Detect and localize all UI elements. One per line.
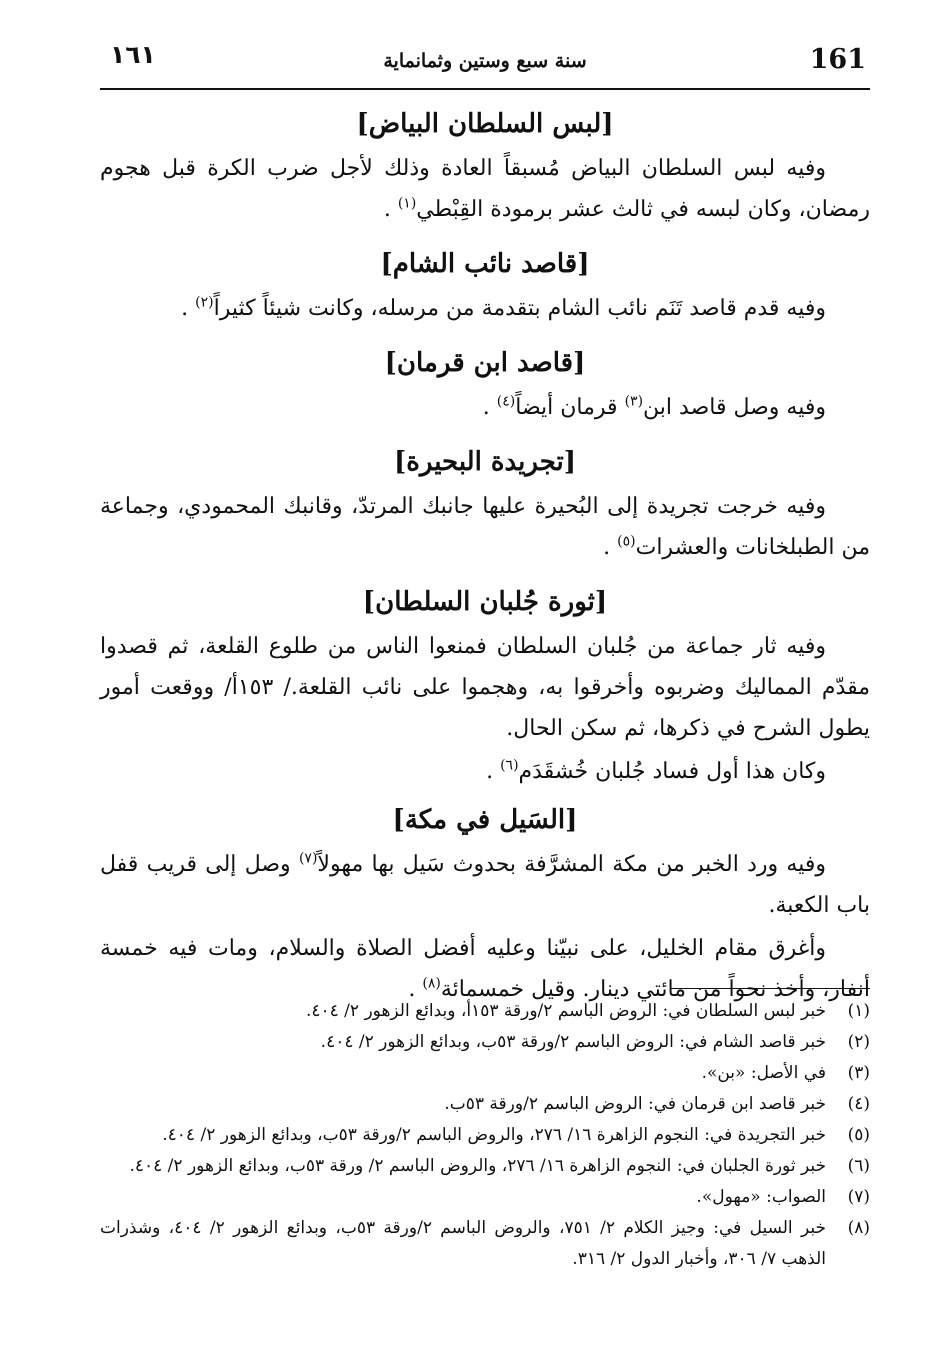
footnote-text: خبر ثورة الجلبان في: النجوم الزاهرة ١٦/ ٢٧٦، والروض الباسم ٢/ ورقة ٥٣ب، وبدائع الزهور ٢/ ٤٠٤. — [129, 1156, 826, 1176]
paragraph-text: وفيه خرجت تجريدة إلى البُحيرة عليها جانبك المرتدّ، وقانبك المحمودي، وجماعة من الطبلخانات والعشرات — [100, 494, 870, 560]
paragraph-tail: . — [408, 977, 423, 1002]
footnote-text: في الأصل: «بن». — [701, 1063, 826, 1083]
footnote-item — [100, 1120, 870, 1151]
footnote-ref[interactable]: (٤) — [496, 393, 516, 410]
footnote-number: (٤) — [847, 1094, 870, 1114]
footnote-item — [100, 1027, 870, 1058]
paragraph-text: وفيه ثار جماعة من جُلبان السلطان فمنعوا الناس من طلوع القلعة، ثم قصدوا مقدّم المماليك وضربوه وأخرقوا به، وهجموا على نائب القلعة./ ١٥٣أ/ ووقعت أمور يطول الشرح في ذكرها، ثم سكن الحال. — [100, 634, 870, 741]
footnote-ref[interactable]: (٥) — [617, 533, 636, 550]
paragraph-text: وفيه وصل قاصد ابن — [643, 395, 826, 420]
footnotes — [100, 996, 870, 1275]
page-number-arabic: ١٦١ — [110, 40, 156, 69]
paragraph — [100, 844, 870, 926]
section-heading: [قاصد نائب الشام] — [380, 249, 590, 279]
footnote-item — [100, 1058, 870, 1089]
running-title: سنة سبع وستين وثمانماية — [383, 50, 587, 72]
paragraph-text: وفيه ورد الخبر من مكة المشرَّفة بحدوث سَيل بها مهولاً — [317, 852, 827, 877]
footnote-text: خبر السيل في: وجيز الكلام ٢/ ٧٥١، والروض الباسم ٢/ورقة ٥٣ب، وبدائع الزهور ٢/ ٤٠٤، وشذرات الذهب ٧/ ٣٠٦، وأخبار الدول ٢/ ٣١٦. — [100, 1218, 826, 1269]
footnote-text: خبر التجريدة في: النجوم الزاهرة ١٦/ ٢٧٦، والروض الباسم ٢/ورقة ٥٣ب، وبدائع الزهور ٢/ ٤٠٤. — [162, 1125, 826, 1145]
paragraph-text: قرمان أيضاً — [515, 395, 625, 420]
footnote-ref[interactable]: (٧) — [298, 850, 318, 867]
footnote-item — [100, 996, 870, 1027]
paragraph-tail: . — [181, 296, 196, 321]
footnote-ref[interactable]: (١) — [397, 195, 417, 212]
paragraph-text: وأغرق مقام الخليل، على نبيّنا وعليه أفضل الصلاة والسلام، ومات فيه خمسة أنفار، وأخذ نحواً من مائتي دينار. وقيل خمسمائة — [100, 936, 870, 1002]
paragraph — [100, 288, 870, 329]
footnote-number: (٢) — [847, 1032, 870, 1052]
page-number-latin: 161 — [809, 44, 866, 75]
paragraph-tail: . — [482, 395, 497, 420]
section-heading: [قاصد ابن قرمان] — [384, 348, 586, 378]
footnote-text: الصواب: «مهول». — [696, 1187, 826, 1207]
section-heading: [ثورة جُلبان السلطان] — [362, 587, 608, 617]
paragraph-tail: . — [383, 197, 398, 222]
footnote-number: (١) — [847, 1001, 870, 1021]
paragraph-text: وكان هذا أول فساد جُلبان خُشقَدَم — [518, 759, 826, 784]
footnote-item — [100, 1151, 870, 1182]
footnote-text: خبر قاصد الشام في: الروض الباسم ٢/ورقة ٥٣ب، وبدائع الزهور ٢/ ٤٠٤. — [320, 1032, 826, 1052]
footnote-number: (٨) — [847, 1218, 870, 1238]
footnote-ref[interactable]: (٣) — [624, 393, 644, 410]
paragraph — [100, 387, 870, 428]
main-text — [100, 92, 870, 1010]
footnote-text: خبر لبس السلطان في: الروض الباسم ٢/ورقة ١٥٣أ، وبدائع الزهور ٢/ ٤٠٤. — [305, 1001, 826, 1021]
footnote-number: (٥) — [847, 1125, 870, 1145]
paragraph-text: وفيه لبس السلطان البياض مُسبقاً العادة وذلك لأجل ضرب الكرة قبل هجوم رمضان، وكان لبسه في ثالث عشر برمودة القِبْطي — [100, 156, 870, 222]
paragraph-text: وفيه قدم قاصد تَنَم نائب الشام بتقدمة من مرسله، وكانت شيئاً كثيراً — [213, 296, 826, 321]
footnote-number: (٣) — [847, 1063, 870, 1083]
paragraph-text: وصل إلى قريب قفل باب الكعبة. — [100, 852, 870, 918]
section-heading: [السَيل في مكة] — [392, 805, 578, 835]
footnote-ref[interactable]: (٨) — [422, 975, 441, 992]
paragraph-tail: . — [603, 535, 618, 560]
paragraph-tail: . — [486, 759, 501, 784]
paragraph — [100, 626, 870, 749]
footnote-item — [100, 1089, 870, 1120]
footnote-text: خبر قاصد ابن قرمان في: الروض الباسم ٢/ورقة ٥٣ب. — [444, 1094, 826, 1114]
footnote-number: (٦) — [847, 1156, 870, 1176]
footnote-item — [100, 1182, 870, 1213]
footnote-item — [100, 1213, 870, 1275]
paragraph — [100, 486, 870, 568]
footnote-number: (٧) — [847, 1187, 870, 1207]
footnote-ref[interactable]: (٢) — [195, 294, 214, 311]
paragraph — [100, 148, 870, 230]
footnote-ref[interactable]: (٦) — [500, 757, 519, 774]
paragraph — [100, 751, 870, 792]
section-heading: [لبس السلطان البياض] — [356, 109, 614, 139]
section-heading: [تجريدة البحيرة] — [393, 447, 577, 477]
page-header — [100, 40, 870, 90]
footnote-separator — [670, 988, 870, 989]
